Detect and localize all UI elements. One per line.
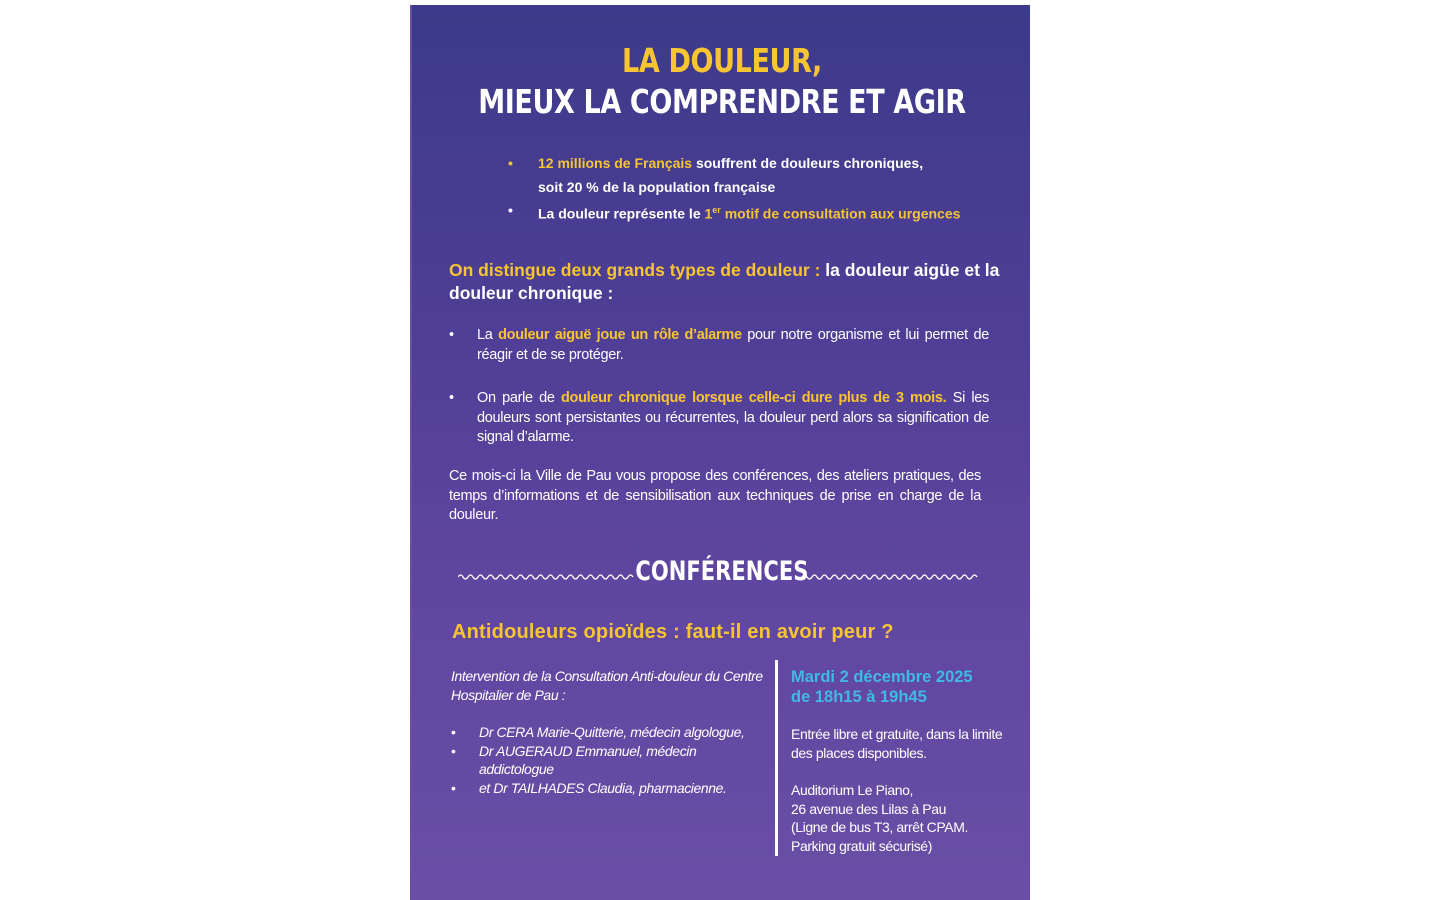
bullet: • xyxy=(508,202,513,218)
item-pre: On parle de xyxy=(477,390,561,406)
venue-name: Auditorium Le Piano, xyxy=(791,782,913,798)
speakers-column xyxy=(451,667,771,797)
item-post: Si les douleurs sont persistantes ou récurrentes, la douleur perd alors sa signification de signal d’alarme. xyxy=(477,390,989,445)
stat-highlight: 12 millions de Français xyxy=(538,155,693,171)
column-divider xyxy=(775,660,778,856)
types-text: la douleur aigüe et la douleur chronique : xyxy=(449,260,1000,303)
title-line-1: LA DOULEUR, xyxy=(622,41,822,80)
stat-highlight-number: 1 xyxy=(704,205,713,222)
venue-bus: (Ligne de bus T3, arrêt CPAM. xyxy=(791,819,968,835)
types-highlight: On distingue deux grands types de douleur : xyxy=(449,260,821,280)
conferences-heading: CONFÉRENCES xyxy=(635,556,809,587)
list-item xyxy=(449,389,989,448)
bullet: • xyxy=(508,155,513,171)
venue-parking: Parking gratuit sécurisé) xyxy=(791,837,932,854)
event-details-column xyxy=(791,667,1011,855)
stat-item xyxy=(506,199,976,226)
item-pre: La xyxy=(477,327,499,343)
stat-superscript: er xyxy=(712,205,721,215)
stats-list xyxy=(506,152,976,226)
event-time: de 18h15 à 19h45 xyxy=(791,688,927,706)
flyer xyxy=(410,5,1030,900)
stat-highlight: motif de consultation aux urgences xyxy=(720,205,961,222)
stat-text-line2: soit 20 % de la population française xyxy=(538,178,776,195)
pain-types-heading xyxy=(449,259,1009,305)
speaker-item: • Dr CERA Marie-Quitterie, médecin algologue, xyxy=(451,724,745,740)
item-highlight: douleur chronique lorsque celle-ci dure plus de 3 mois. xyxy=(561,390,947,406)
intro-paragraph: Ce mois-ci la Ville de Pau vous propose des conférences, des ateliers pratiques, des temps d’informations et de sensibilisation aux techniques de prise en charge de la douleur. xyxy=(449,468,981,523)
stat-item xyxy=(506,152,976,199)
wave-divider-right xyxy=(802,571,978,583)
stat-text: souffrent de douleurs chroniques, xyxy=(692,155,924,171)
item-highlight: douleur aiguë joue un rôle d’alarme xyxy=(498,327,742,343)
bullet: • xyxy=(449,327,454,343)
title-line-2: MIEUX LA COMPRENDRE ET AGIR xyxy=(478,82,966,121)
venue-address: 26 avenue des Lilas à Pau xyxy=(791,800,947,817)
intervention-text: Intervention de la Consultation Anti-douleur du Centre Hospitalier de Pau : xyxy=(451,668,763,703)
bullet: • xyxy=(449,390,454,406)
speaker-item: • et Dr TAILHADES Claudia, pharmacienne. xyxy=(451,779,727,796)
access-info: Entrée libre et gratuite, dans la limite des places disponibles. xyxy=(791,726,1003,761)
item-post: pour notre organisme et lui permet de réagir et de se protéger. xyxy=(477,327,989,363)
list-item xyxy=(449,326,989,365)
event-date: Mardi 2 décembre 2025 xyxy=(791,668,973,686)
speaker-item: • Dr AUGERAUD Emmanuel, médecin addictologue xyxy=(451,742,697,777)
talk-title: Antidouleurs opioïdes : faut-il en avoir peur ? xyxy=(452,621,894,643)
stat-text: La douleur représente le xyxy=(538,205,705,222)
